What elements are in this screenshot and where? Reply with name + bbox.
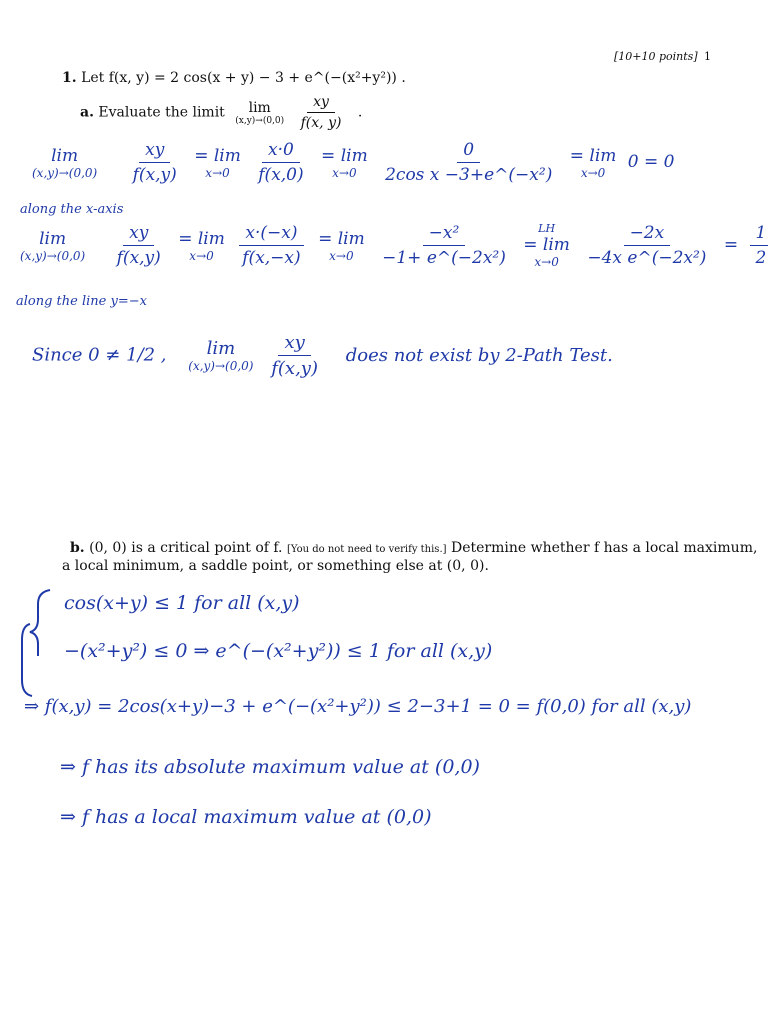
hw3-num: xy [278, 332, 310, 356]
hw1-num2: x·0 [262, 140, 300, 163]
hw2-eq4: = [723, 235, 739, 255]
problem-number: 1. [62, 70, 77, 86]
hw1-sub: (x,y)→(0,0) [32, 165, 98, 180]
hw2-eq3 [523, 222, 570, 269]
hw2-frac2 [236, 223, 306, 268]
part-b-label: b. [70, 540, 85, 556]
hw1-eq2-text: = lim [321, 145, 368, 166]
hw2-den5: 2 [755, 248, 767, 268]
hw3-rest: does not exist by 2-Path Test. [345, 344, 613, 366]
page-number: 1 [704, 50, 711, 63]
hw3-lim: lim [206, 338, 236, 359]
part-b-prompt-1 [70, 540, 757, 556]
part-b-text1: (0, 0) is a critical point of f. [89, 540, 283, 556]
part-b-note: [You do not need to verify this.] [286, 544, 447, 555]
hw3-sub: (x,y)→(0,0) [188, 359, 254, 373]
hw-b-line-1: cos(x+y) ≤ 1 for all (x,y) [64, 592, 300, 614]
hw2-eq2-sub: x→0 [329, 248, 354, 263]
problem-text: Let f(x, y) = 2 cos(x + y) − 3 + e^(−(x²+y²)) . [81, 70, 406, 86]
hw1-eq3-sub: x→0 [580, 165, 606, 180]
hw1-eq1-text: = lim [194, 145, 241, 166]
part-a-fraction [295, 94, 348, 131]
hw2-eq2-text: = lim [318, 228, 365, 249]
hw-since: Since 0 ≠ 1/2 , [32, 344, 167, 366]
part-b-text2: Determine whether f has a local maximum, [450, 540, 758, 556]
hw2-num5: 1 [750, 223, 768, 246]
hw2-eq2 [318, 229, 365, 263]
hw2-eq1-text: = lim [178, 228, 225, 249]
hw2-limit [20, 229, 85, 263]
hw1-eq3 [570, 146, 617, 180]
hw2-frac3 [376, 223, 512, 268]
hw1-den: f(x,y) [132, 165, 177, 185]
limit-word: lim [248, 99, 271, 116]
hw1-frac3 [379, 140, 558, 185]
hw2-frac4 [581, 223, 712, 268]
hw1-eq2 [321, 146, 368, 180]
hw-conclusion [32, 332, 613, 379]
hw3-frac [265, 332, 324, 379]
limit-subscript: (x,y)→(0,0) [235, 115, 285, 126]
hw-line-1 [32, 140, 674, 185]
hw1-lim: lim [51, 145, 79, 166]
hw1-frac [127, 140, 183, 185]
hw2-sub: (x,y)→(0,0) [20, 248, 86, 263]
period: . [357, 104, 363, 121]
points-label: [10+10 points] [614, 50, 698, 63]
hw2-lh: LH [538, 222, 556, 235]
hw1-result: 0 = 0 [627, 152, 675, 172]
hw1-limit [32, 146, 97, 180]
hw1-note: along the x-axis [20, 202, 124, 217]
part-a-limit [235, 100, 284, 126]
part-a-label: a. [80, 104, 94, 121]
hw3-den: f(x,y) [271, 358, 318, 379]
hw2-num3: −x² [423, 223, 466, 246]
brace-marks [10, 584, 60, 714]
curly-brace [30, 590, 50, 656]
hw1-eq1-sub: x→0 [205, 165, 230, 180]
hw-line-2 [20, 222, 768, 269]
hw2-den3: −1+ e^(−2x²) [382, 248, 506, 268]
hw1-num3: 0 [457, 140, 480, 163]
hw2-note: along the line y=−x [16, 294, 147, 309]
hw2-num2: x·(−x) [239, 223, 303, 246]
hw2-num: xy [123, 223, 154, 246]
hw-b-line-3: ⇒ f(x,y) = 2cos(x+y)−3 + e^(−(x²+y²)) ≤ 2−3+1 = 0 = f(0,0) for all (x,y) [24, 696, 692, 717]
hw-b-line-2: −(x²+y²) ≤ 0 ⇒ e^(−(x²+y²)) ≤ 1 for all (x,y) [64, 640, 493, 662]
problem-statement [62, 70, 406, 86]
part-b-prompt-2: a local minimum, a saddle point, or something else at (0, 0). [62, 558, 489, 574]
left-bracket [22, 624, 32, 696]
hw2-lim: lim [39, 228, 67, 249]
hw1-frac2 [252, 140, 309, 185]
hw1-eq1 [194, 146, 241, 180]
hw2-num4: −2x [624, 223, 671, 246]
part-a-text: Evaluate the limit [98, 104, 225, 121]
hw2-eq3-sub: x→0 [534, 255, 559, 269]
hw1-den2: f(x,0) [258, 165, 304, 185]
hw2-eq1 [178, 229, 225, 263]
hw1-eq2-sub: x→0 [332, 165, 357, 180]
hw2-den4: −4x e^(−2x²) [587, 248, 707, 268]
fraction-denominator: f(x, y) [300, 115, 342, 131]
hw3-limit [188, 338, 253, 373]
fraction-numerator: xy [307, 94, 335, 113]
hw1-num: xy [139, 140, 170, 163]
hw2-frac5 [750, 223, 768, 268]
hw-b-line-4: ⇒ f has its absolute maximum value at (0,0) [60, 756, 480, 778]
hw1-eq3-text: = lim [569, 145, 617, 166]
hw-b-line-5: ⇒ f has a local maximum value at (0,0) [60, 806, 432, 828]
hw2-eq1-sub: x→0 [189, 248, 214, 263]
part-a-prompt [80, 94, 362, 131]
hw2-den: f(x,y) [116, 248, 161, 268]
hw1-den3: 2cos x −3+e^(−x²) [385, 165, 553, 185]
hw2-eq3-text: = lim [523, 235, 570, 255]
hw2-frac [111, 223, 167, 268]
hw2-den2: f(x,−x) [242, 248, 301, 268]
